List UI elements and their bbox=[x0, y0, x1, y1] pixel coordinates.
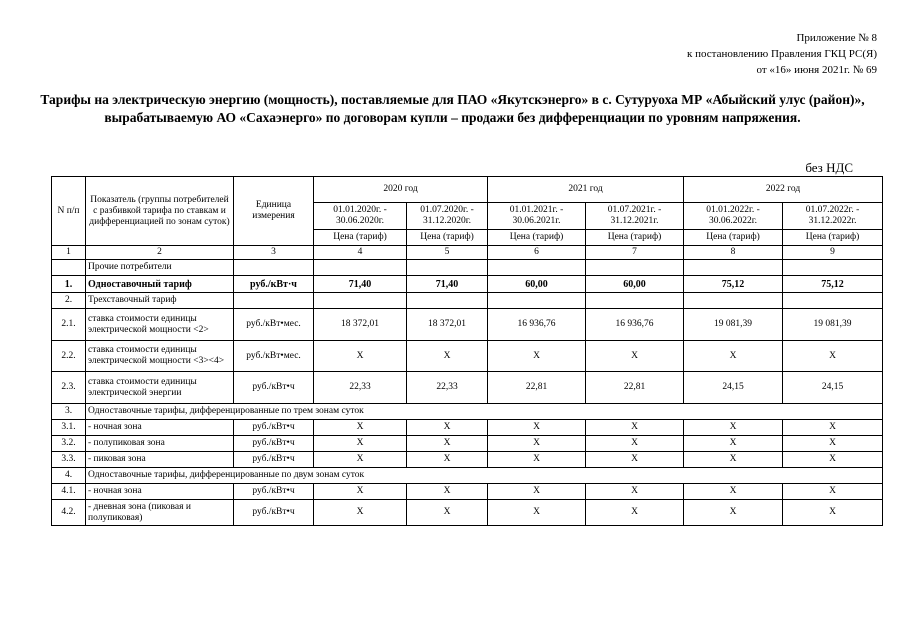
tariff-value: 22,81 bbox=[586, 372, 684, 404]
row-unit: руб./кВт•ч bbox=[234, 420, 314, 436]
tariff-value: X bbox=[314, 436, 407, 452]
tariff-value: 71,40 bbox=[314, 276, 407, 293]
tariff-value: X bbox=[684, 436, 783, 452]
tariff-value bbox=[783, 260, 883, 276]
tariff-value: 75,12 bbox=[783, 276, 883, 293]
row-unit: руб./кВт•мес. bbox=[234, 309, 314, 341]
tariff-value: X bbox=[783, 484, 883, 500]
tariff-value bbox=[314, 293, 407, 309]
row-label: - пиковая зона bbox=[86, 452, 234, 468]
header-year-2020: 2020 год bbox=[314, 177, 488, 203]
row-label: - ночная зона bbox=[86, 420, 234, 436]
vat-note: без НДС bbox=[805, 160, 853, 175]
header-year-2022: 2022 год bbox=[684, 177, 883, 203]
tariff-value: X bbox=[586, 341, 684, 372]
tariff-value bbox=[586, 293, 684, 309]
tariff-value: 60,00 bbox=[586, 276, 684, 293]
row-label: Трехставочный тариф bbox=[86, 293, 234, 309]
section-heading: Одноставочные тарифы, дифференцированные по двум зонам суток bbox=[86, 468, 883, 484]
tariff-value: X bbox=[488, 500, 586, 526]
appendix-line-2: к постановлению Правления ГКЦ РС(Я) bbox=[687, 48, 877, 60]
document-title: Тарифы на электрическую энергию (мощность), поставляемые для ПАО «Якутскэнерго» в с. Сутуруоха МР «Абыйский улус (район)», вырабатываемую АО «Сахаэнерго» по договорам купли – продажи без дифференциации по уровням напряжения. bbox=[40, 92, 865, 125]
header-period: 01.07.2021г. - 31.12.2021г. bbox=[586, 203, 684, 230]
tariff-value bbox=[488, 293, 586, 309]
row-number: 4.1. bbox=[52, 484, 86, 500]
tariff-value: 22,33 bbox=[407, 372, 488, 404]
row-label: - полупиковая зона bbox=[86, 436, 234, 452]
tariff-value: 71,40 bbox=[407, 276, 488, 293]
row-number: 2.2. bbox=[52, 341, 86, 372]
tariff-value: X bbox=[783, 500, 883, 526]
row-unit: руб./кВт•ч bbox=[234, 500, 314, 526]
row-number: 2. bbox=[52, 293, 86, 309]
header-price: Цена (тариф) bbox=[684, 230, 783, 246]
tariff-value: 19 081,39 bbox=[684, 309, 783, 341]
tariff-value: X bbox=[586, 500, 684, 526]
tariff-value: X bbox=[783, 420, 883, 436]
table-row bbox=[52, 276, 883, 293]
tariff-value: X bbox=[488, 420, 586, 436]
row-unit bbox=[234, 293, 314, 309]
tariff-value: X bbox=[407, 436, 488, 452]
table-row bbox=[52, 372, 883, 404]
table-row bbox=[52, 484, 883, 500]
tariff-value bbox=[488, 260, 586, 276]
tariff-value: X bbox=[586, 452, 684, 468]
tariff-value: 18 372,01 bbox=[407, 309, 488, 341]
tariff-value: 24,15 bbox=[783, 372, 883, 404]
header-unit: Единица измерения bbox=[234, 177, 314, 246]
column-number: 5 bbox=[407, 246, 488, 260]
row-unit bbox=[234, 260, 314, 276]
tariff-value bbox=[684, 293, 783, 309]
tariff-value: X bbox=[783, 436, 883, 452]
row-label: ставка стоимости единицы электрической энергии bbox=[86, 372, 234, 404]
tariff-value: X bbox=[488, 484, 586, 500]
column-number: 4 bbox=[314, 246, 407, 260]
tariff-value bbox=[586, 260, 684, 276]
table-row bbox=[52, 293, 883, 309]
tariff-value: X bbox=[783, 341, 883, 372]
tariff-value: X bbox=[314, 500, 407, 526]
row-label: Прочие потребители bbox=[86, 260, 234, 276]
tariff-value: X bbox=[684, 420, 783, 436]
header-period: 01.07.2022г. - 31.12.2022г. bbox=[783, 203, 883, 230]
row-number: 2.3. bbox=[52, 372, 86, 404]
tariff-value: 24,15 bbox=[684, 372, 783, 404]
tariff-value: X bbox=[314, 484, 407, 500]
tariff-value: 16 936,76 bbox=[586, 309, 684, 341]
column-number: 8 bbox=[684, 246, 783, 260]
tariff-value: X bbox=[783, 452, 883, 468]
row-unit: руб./кВт•ч bbox=[234, 372, 314, 404]
tariff-value: X bbox=[407, 452, 488, 468]
tariff-value: X bbox=[488, 436, 586, 452]
header-period: 01.01.2022г. - 30.06.2022г. bbox=[684, 203, 783, 230]
row-unit: руб./кВт•ч bbox=[234, 436, 314, 452]
tariff-value: 60,00 bbox=[488, 276, 586, 293]
row-label: ставка стоимости единицы электрической мощности <3><4> bbox=[86, 341, 234, 372]
row-unit: руб./кВт·ч bbox=[234, 276, 314, 293]
row-unit: руб./кВт•ч bbox=[234, 452, 314, 468]
tariff-value: 75,12 bbox=[684, 276, 783, 293]
row-label: - ночная зона bbox=[86, 484, 234, 500]
table-row bbox=[52, 260, 883, 276]
row-number bbox=[52, 260, 86, 276]
tariff-value: X bbox=[586, 436, 684, 452]
column-number: 3 bbox=[234, 246, 314, 260]
appendix-note bbox=[687, 30, 877, 78]
tariff-value bbox=[783, 293, 883, 309]
header-year-2021: 2021 год bbox=[488, 177, 684, 203]
tariff-value: X bbox=[684, 500, 783, 526]
table-row bbox=[52, 500, 883, 526]
table-row bbox=[52, 341, 883, 372]
tariff-value: X bbox=[314, 420, 407, 436]
header-indicator: Показатель (группы потребителей с разбивкой тарифа по ставкам и дифференциацией по зонам суток) bbox=[86, 177, 234, 246]
column-number: 6 bbox=[488, 246, 586, 260]
header-price: Цена (тариф) bbox=[407, 230, 488, 246]
table-row bbox=[52, 404, 883, 420]
table-row bbox=[52, 452, 883, 468]
header-price: Цена (тариф) bbox=[314, 230, 407, 246]
tariff-value: X bbox=[586, 484, 684, 500]
tariff-value: X bbox=[407, 484, 488, 500]
tariff-value: X bbox=[684, 484, 783, 500]
appendix-line-1: Приложение № 8 bbox=[796, 32, 877, 44]
header-price: Цена (тариф) bbox=[488, 230, 586, 246]
table-row bbox=[52, 309, 883, 341]
row-label: Одноставочный тариф bbox=[86, 276, 234, 293]
tariff-value bbox=[314, 260, 407, 276]
row-unit: руб./кВт•мес. bbox=[234, 341, 314, 372]
table-row bbox=[52, 468, 883, 484]
tariff-value: X bbox=[684, 341, 783, 372]
row-number: 3.1. bbox=[52, 420, 86, 436]
column-number: 2 bbox=[86, 246, 234, 260]
row-label: - дневная зона (пиковая и полупиковая) bbox=[86, 500, 234, 526]
tariff-value: X bbox=[586, 420, 684, 436]
header-num: N п/п bbox=[52, 177, 86, 246]
header-price: Цена (тариф) bbox=[783, 230, 883, 246]
appendix-line-3: от «16» июня 2021г. № 69 bbox=[756, 64, 877, 76]
column-number: 7 bbox=[586, 246, 684, 260]
tariff-value bbox=[407, 260, 488, 276]
header-price: Цена (тариф) bbox=[586, 230, 684, 246]
section-heading: Одноставочные тарифы, дифференцированные по трем зонам суток bbox=[86, 404, 883, 420]
column-number: 1 bbox=[52, 246, 86, 260]
tariff-value: X bbox=[314, 341, 407, 372]
row-number: 4.2. bbox=[52, 500, 86, 526]
header-period: 01.01.2020г. - 30.06.2020г. bbox=[314, 203, 407, 230]
tariff-table bbox=[51, 176, 883, 526]
tariff-value: 18 372,01 bbox=[314, 309, 407, 341]
table-row bbox=[52, 436, 883, 452]
header-period: 01.07.2020г. - 31.12.2020г. bbox=[407, 203, 488, 230]
tariff-value: X bbox=[407, 420, 488, 436]
tariff-value: X bbox=[488, 341, 586, 372]
tariff-value: 16 936,76 bbox=[488, 309, 586, 341]
row-unit: руб./кВт•ч bbox=[234, 484, 314, 500]
row-number: 2.1. bbox=[52, 309, 86, 341]
tariff-value: 19 081,39 bbox=[783, 309, 883, 341]
header-period: 01.01.2021г. - 30.06.2021г. bbox=[488, 203, 586, 230]
row-label: ставка стоимости единицы электрической мощности <2> bbox=[86, 309, 234, 341]
column-number: 9 bbox=[783, 246, 883, 260]
tariff-value: 22,81 bbox=[488, 372, 586, 404]
row-number: 3.2. bbox=[52, 436, 86, 452]
tariff-value: X bbox=[407, 341, 488, 372]
tariff-value bbox=[684, 260, 783, 276]
tariff-value: X bbox=[407, 500, 488, 526]
tariff-value: X bbox=[488, 452, 586, 468]
tariff-value: X bbox=[314, 452, 407, 468]
row-number: 1. bbox=[52, 276, 86, 293]
row-number: 4. bbox=[52, 468, 86, 484]
row-number: 3.3. bbox=[52, 452, 86, 468]
tariff-value: 22,33 bbox=[314, 372, 407, 404]
table-row bbox=[52, 420, 883, 436]
tariff-value: X bbox=[684, 452, 783, 468]
row-number: 3. bbox=[52, 404, 86, 420]
tariff-value bbox=[407, 293, 488, 309]
